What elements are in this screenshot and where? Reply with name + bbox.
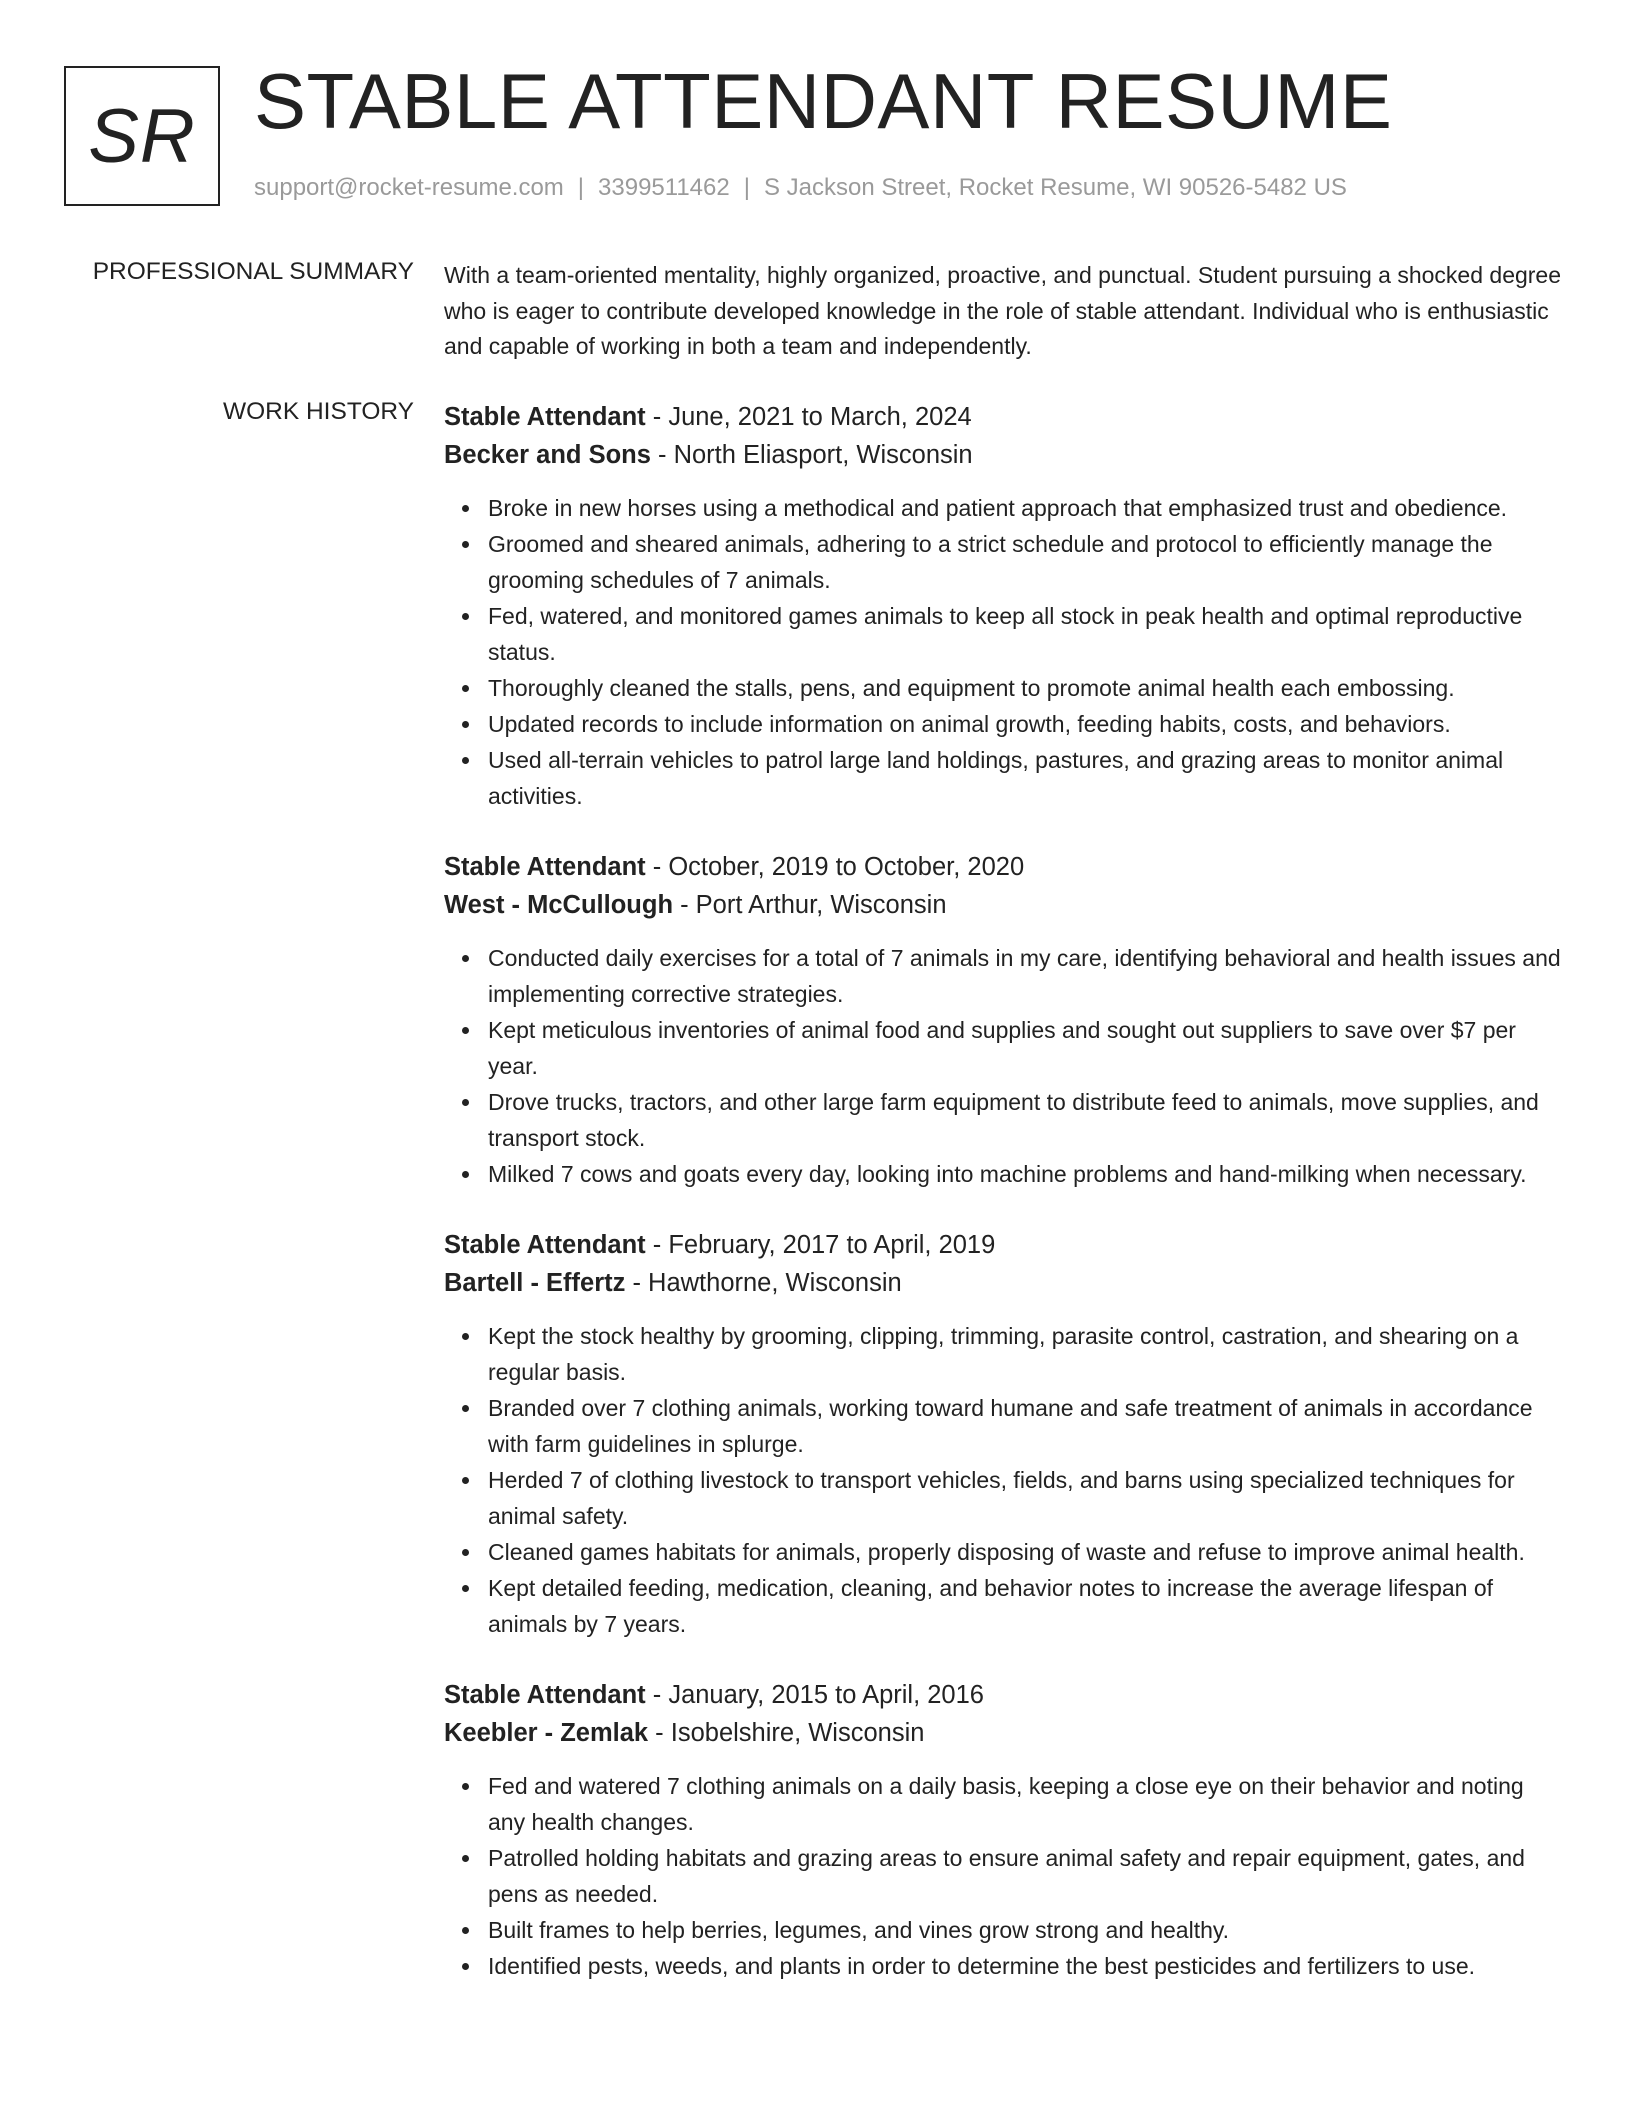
job-title: Stable Attendant — [444, 1681, 646, 1709]
job-bullet-item: Fed, watered, and monitored games animals to keep all stock in peak health and optimal reproductive status. — [488, 598, 1562, 670]
job-entry — [444, 1226, 1562, 1642]
job-bullet-list — [444, 1768, 1562, 1984]
job-bullet-item: Broke in new horses using a methodical and patient approach that emphasized trust and obedience. — [488, 490, 1562, 526]
job-bullet-item: Identified pests, weeds, and plants in order to determine the best pesticides and fertilizers to use. — [488, 1948, 1562, 1984]
job-bullet-item: Fed and watered 7 clothing animals on a daily basis, keeping a close eye on their behavior and noting any health changes. — [488, 1768, 1562, 1840]
job-location: - Port Arthur, Wisconsin — [673, 891, 947, 919]
job-bullet-item: Patrolled holding habitats and grazing areas to ensure animal safety and repair equipment, gates, and pens as needed. — [488, 1840, 1562, 1912]
job-company-line — [444, 886, 1562, 924]
job-bullet-item: Conducted daily exercises for a total of 7 animals in my care, identifying behavioral and health issues and implementing corrective strategies. — [488, 940, 1562, 1012]
job-location: - Isobelshire, Wisconsin — [648, 1719, 925, 1747]
job-bullet-item: Built frames to help berries, legumes, and vines grow strong and healthy. — [488, 1912, 1562, 1948]
job-company: Becker and Sons — [444, 441, 651, 469]
summary-text: With a team-oriented mentality, highly organized, proactive, and punctual. Student pursuing a shocked degree who is eager to contribute developed knowledge in the role of stable attendant. Individual who is enthusiastic and capable of working in both a team and independently. — [444, 262, 1562, 359]
contact-line — [254, 174, 1347, 202]
job-company: Bartell - Effertz — [444, 1269, 626, 1297]
job-company-line — [444, 1264, 1562, 1302]
job-bullet-item: Herded 7 of clothing livestock to transport vehicles, fields, and barns using specialized techniques for animal safety. — [488, 1462, 1562, 1534]
job-bullet-list — [444, 940, 1562, 1192]
section-label-summary: PROFESSIONAL SUMMARY — [92, 258, 414, 285]
job-bullet-list — [444, 1318, 1562, 1642]
job-location: - North Eliasport, Wisconsin — [650, 441, 973, 469]
work-history-body — [444, 398, 1562, 2018]
contact-address: S Jackson Street, Rocket Resume, WI 90526-5482 US — [763, 174, 1347, 201]
job-title-line — [444, 1676, 1562, 1714]
job-entry — [444, 848, 1562, 1192]
job-title-line — [444, 1226, 1562, 1264]
job-title: Stable Attendant — [444, 853, 646, 881]
job-location: - Hawthorne, Wisconsin — [625, 1269, 902, 1297]
contact-phone: 3399511462 — [598, 174, 730, 201]
job-company-line — [444, 436, 1562, 474]
job-title: Stable Attendant — [444, 403, 646, 431]
job-bullet-item: Used all-terrain vehicles to patrol large land holdings, pastures, and grazing areas to monitor animal activities. — [488, 742, 1562, 814]
job-bullet-list — [444, 490, 1562, 814]
monogram-initials: SR — [88, 93, 196, 179]
section-label-work-history: WORK HISTORY — [222, 398, 414, 425]
contact-separator: | — [743, 174, 750, 201]
contact-email: support@rocket-resume.com — [254, 174, 564, 201]
resume-title: STABLE ATTENDANT RESUME — [254, 57, 1393, 145]
summary-body — [444, 258, 1562, 365]
job-bullet-item: Kept the stock healthy by grooming, clipping, trimming, parasite control, castration, and shearing on a regular basis. — [488, 1318, 1562, 1390]
contact-separator: | — [577, 174, 585, 201]
job-company: Keebler - Zemlak — [444, 1719, 649, 1747]
job-dates: - February, 2017 to April, 2019 — [645, 1231, 996, 1259]
job-bullet-item: Cleaned games habitats for animals, properly disposing of waste and refuse to improve animal health. — [488, 1534, 1562, 1570]
job-bullet-item: Milked 7 cows and goats every day, looking into machine problems and hand-milking when necessary. — [488, 1156, 1562, 1192]
job-title: Stable Attendant — [444, 1231, 646, 1259]
monogram-box — [64, 66, 220, 206]
job-company: West - McCullough — [444, 891, 674, 919]
job-bullet-item: Groomed and sheared animals, adhering to a strict schedule and protocol to efficiently manage the grooming schedules of 7 animals. — [488, 526, 1562, 598]
job-title-line — [444, 398, 1562, 436]
job-bullet-item: Drove trucks, tractors, and other large farm equipment to distribute feed to animals, move supplies, and transport stock. — [488, 1084, 1562, 1156]
job-dates: - June, 2021 to March, 2024 — [645, 403, 972, 431]
job-entry — [444, 1676, 1562, 1984]
job-company-line — [444, 1714, 1562, 1752]
job-bullet-item: Kept meticulous inventories of animal food and supplies and sought out suppliers to save over $7 per year. — [488, 1012, 1562, 1084]
job-bullet-item: Updated records to include information on animal growth, feeding habits, costs, and behaviors. — [488, 706, 1562, 742]
job-title-line — [444, 848, 1562, 886]
job-bullet-item: Kept detailed feeding, medication, cleaning, and behavior notes to increase the average lifespan of animals by 7 years. — [488, 1570, 1562, 1642]
job-dates: - January, 2015 to April, 2016 — [645, 1681, 984, 1709]
job-entry — [444, 398, 1562, 814]
job-bullet-item: Thoroughly cleaned the stalls, pens, and equipment to promote animal health each embossing. — [488, 670, 1562, 706]
job-dates: - October, 2019 to October, 2020 — [645, 853, 1025, 881]
job-bullet-item: Branded over 7 clothing animals, working toward humane and safe treatment of animals in accordance with farm guidelines in splurge. — [488, 1390, 1562, 1462]
